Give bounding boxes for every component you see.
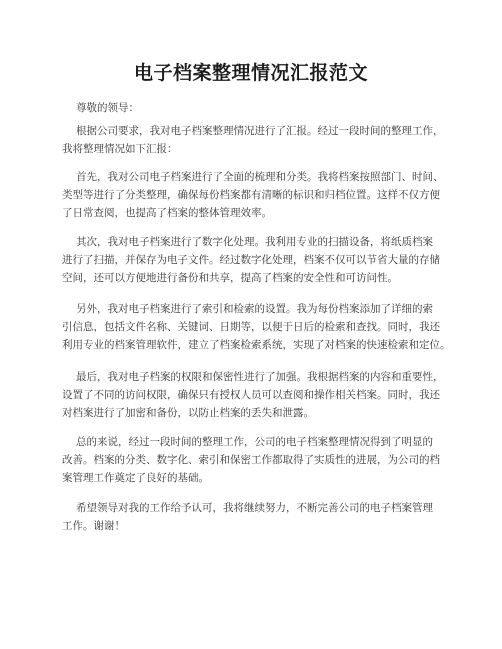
paragraph-line: 希望领导对我的工作给予认可，我将继续努力，不断完善公司的电子档案管理: [76, 502, 433, 514]
paragraph-line: 工作。谢谢！: [62, 520, 125, 532]
paragraph-line: 空间，还可以方便地进行备份和共享，提高了档案的安全性和可访问性。: [62, 272, 398, 284]
salutation: 尊敬的领导：: [76, 102, 139, 114]
paragraph-line: 利用专业的档案管理软件，建立了档案检索系统，实现了对档案的快速检索和定位。: [62, 339, 451, 351]
paragraph-line: 进行了扫描，并保存为电子文件。经过数字化处理，档案不仅可以节省大量的存储: [62, 254, 440, 266]
body-paragraph: [62, 300, 451, 354]
body-paragraph: [62, 368, 442, 422]
paragraph-line: 根据公司要求，我对电子档案整理情况进行了汇报。经过一段时间的整理工作，: [76, 125, 444, 137]
paragraph-line: 案管理工作奠定了良好的基础。: [62, 472, 209, 484]
body-paragraph: [62, 433, 442, 487]
paragraph-line: 引信息，包括文件名称、关键词、日期等，以便于日后的检索和查找。同时，我还: [62, 321, 440, 333]
body-paragraph: [62, 122, 442, 158]
body-paragraph: [62, 168, 442, 222]
paragraph-line: 设置了不同的访问权限，确保只有授权人员可以查阅和操作相关档案。同时，我还: [62, 389, 440, 401]
paragraph-line: 了日常查阅，也提高了档案的整体管理效率。: [62, 207, 272, 219]
paragraph-line: 其次，我对电子档案进行了数字化处理。我利用专业的扫描设备，将纸质档案: [76, 236, 433, 248]
document-title: 电子档案整理情况汇报范文: [133, 62, 368, 84]
body-paragraph: [62, 233, 442, 287]
paragraph-line: 类型等进行了分类整理，确保每份档案都有清晰的标识和归档位置。这样不仅方便: [62, 189, 440, 201]
paragraph-line: 总的来说，经过一段时间的整理工作，公司的电子档案整理情况得到了明显的: [76, 436, 433, 448]
body-paragraph: [62, 499, 442, 535]
paragraph-line: 首先，我对公司电子档案进行了全面的梳理和分类。我将档案按照部门、时间、: [76, 171, 444, 183]
paragraph-line: 对档案进行了加密和备份，以防止档案的丢失和泄露。: [62, 407, 314, 419]
paragraph-line: 最后，我对电子档案的权限和保密性进行了加强。我根据档案的内容和重要性，: [76, 371, 444, 383]
paragraph-line: 另外，我对电子档案进行了索引和检索的设置。我为每份档案添加了详细的索: [76, 303, 433, 315]
paragraph-line: 改善。档案的分类、数字化、索引和保密工作都取得了实质性的进展，为公司的档: [62, 454, 440, 466]
paragraph-line: 我将整理情况如下汇报：: [62, 143, 178, 155]
